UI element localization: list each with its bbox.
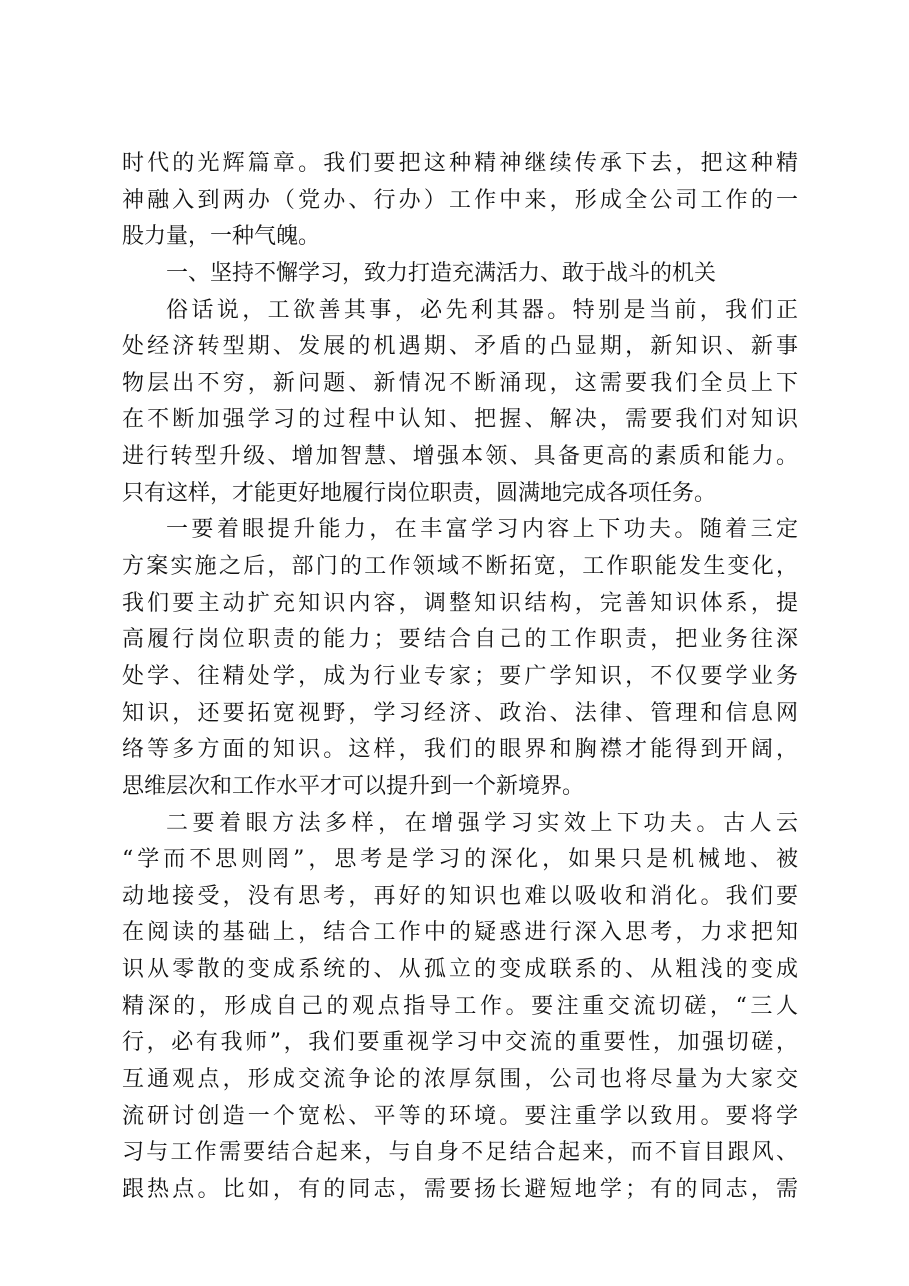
paragraph-first-line: 俗话说，工欲善其事，必先利其器。特别是当前，我们正: [166, 297, 798, 323]
text-line: 行，必有我师”，我们要重视学习中交流的重要性，加强切磋，: [122, 1030, 798, 1056]
text-line: “学而不思则罔”，思考是学习的深化，如果只是机械地、被: [122, 847, 798, 873]
text-line: 神融入到两办（党办、行办）工作中来，形成全公司工作的一: [122, 187, 798, 213]
text-line: 物层出不穷，新问题、新情况不断涌现，这需要我们全员上下: [122, 370, 798, 396]
text-line: 习与工作需要结合起来，与自身不足结合起来，而不盲目跟风、: [122, 1140, 798, 1166]
text-line: 跟热点。比如，有的同志，需要扬长避短地学；有的同志，需: [122, 1176, 798, 1202]
text-line: 动地接受，没有思考，再好的知识也难以吸收和消化。我们要: [122, 883, 798, 909]
paragraph-first-line: 二要着眼方法多样，在增强学习实效上下功夫。古人云: [166, 810, 798, 836]
text-line: 我们要主动扩充知识内容，调整知识结构，完善知识体系，提: [122, 590, 798, 616]
text-line: 进行转型升级、增加智慧、增强本领、具备更高的素质和能力。: [122, 444, 798, 470]
text-line: 识从零散的变成系统的、从孤立的变成联系的、从粗浅的变成: [122, 957, 798, 983]
text-line: 只有这样，才能更好地履行岗位职责，圆满地完成各项任务。: [122, 480, 717, 506]
text-line: 高履行岗位职责的能力；要结合自己的工作职责，把业务往深: [122, 627, 798, 653]
section-heading: 一、坚持不懈学习，致力打造充满活力、敢于战斗的机关: [166, 260, 717, 286]
text-line: 在阅读的基础上，结合工作中的疑惑进行深入思考，力求把知: [122, 920, 798, 946]
text-line: 流研讨创造一个宽松、平等的环境。要注重学以致用。要将学: [122, 1103, 798, 1129]
text-line: 知识，还要拓宽视野，学习经济、政治、法律、管理和信息网: [122, 700, 798, 726]
paragraph-first-line: 一要着眼提升能力，在丰富学习内容上下功夫。随着三定: [166, 517, 798, 543]
text-line: 在不断加强学习的过程中认知、把握、解决，需要我们对知识: [122, 407, 798, 433]
text-line: 方案实施之后，部门的工作领域不断拓宽，工作职能发生变化，: [122, 554, 798, 580]
text-line: 互通观点，形成交流争论的浓厚氛围，公司也将尽量为大家交: [122, 1067, 798, 1093]
document-page: [122, 146, 798, 1209]
text-line: 精深的，形成自己的观点指导工作。要注重交流切磋，“三人: [122, 993, 798, 1019]
text-line: 股力量，一种气魄。: [122, 224, 321, 250]
text-line: 络等多方面的知识。这样，我们的眼界和胸襟才能得到开阔，: [122, 737, 798, 763]
text-line: 时代的光辉篇章。我们要把这种精神继续传承下去，把这种精: [122, 151, 798, 176]
text-line: 处经济转型期、发展的机遇期、矛盾的凸显期，新知识、新事: [122, 334, 798, 360]
text-line: 处学、往精处学，成为行业专家；要广学知识，不仅要学业务: [122, 663, 798, 689]
text-line: 思维层次和工作水平才可以提升到一个新境界。: [122, 773, 585, 799]
